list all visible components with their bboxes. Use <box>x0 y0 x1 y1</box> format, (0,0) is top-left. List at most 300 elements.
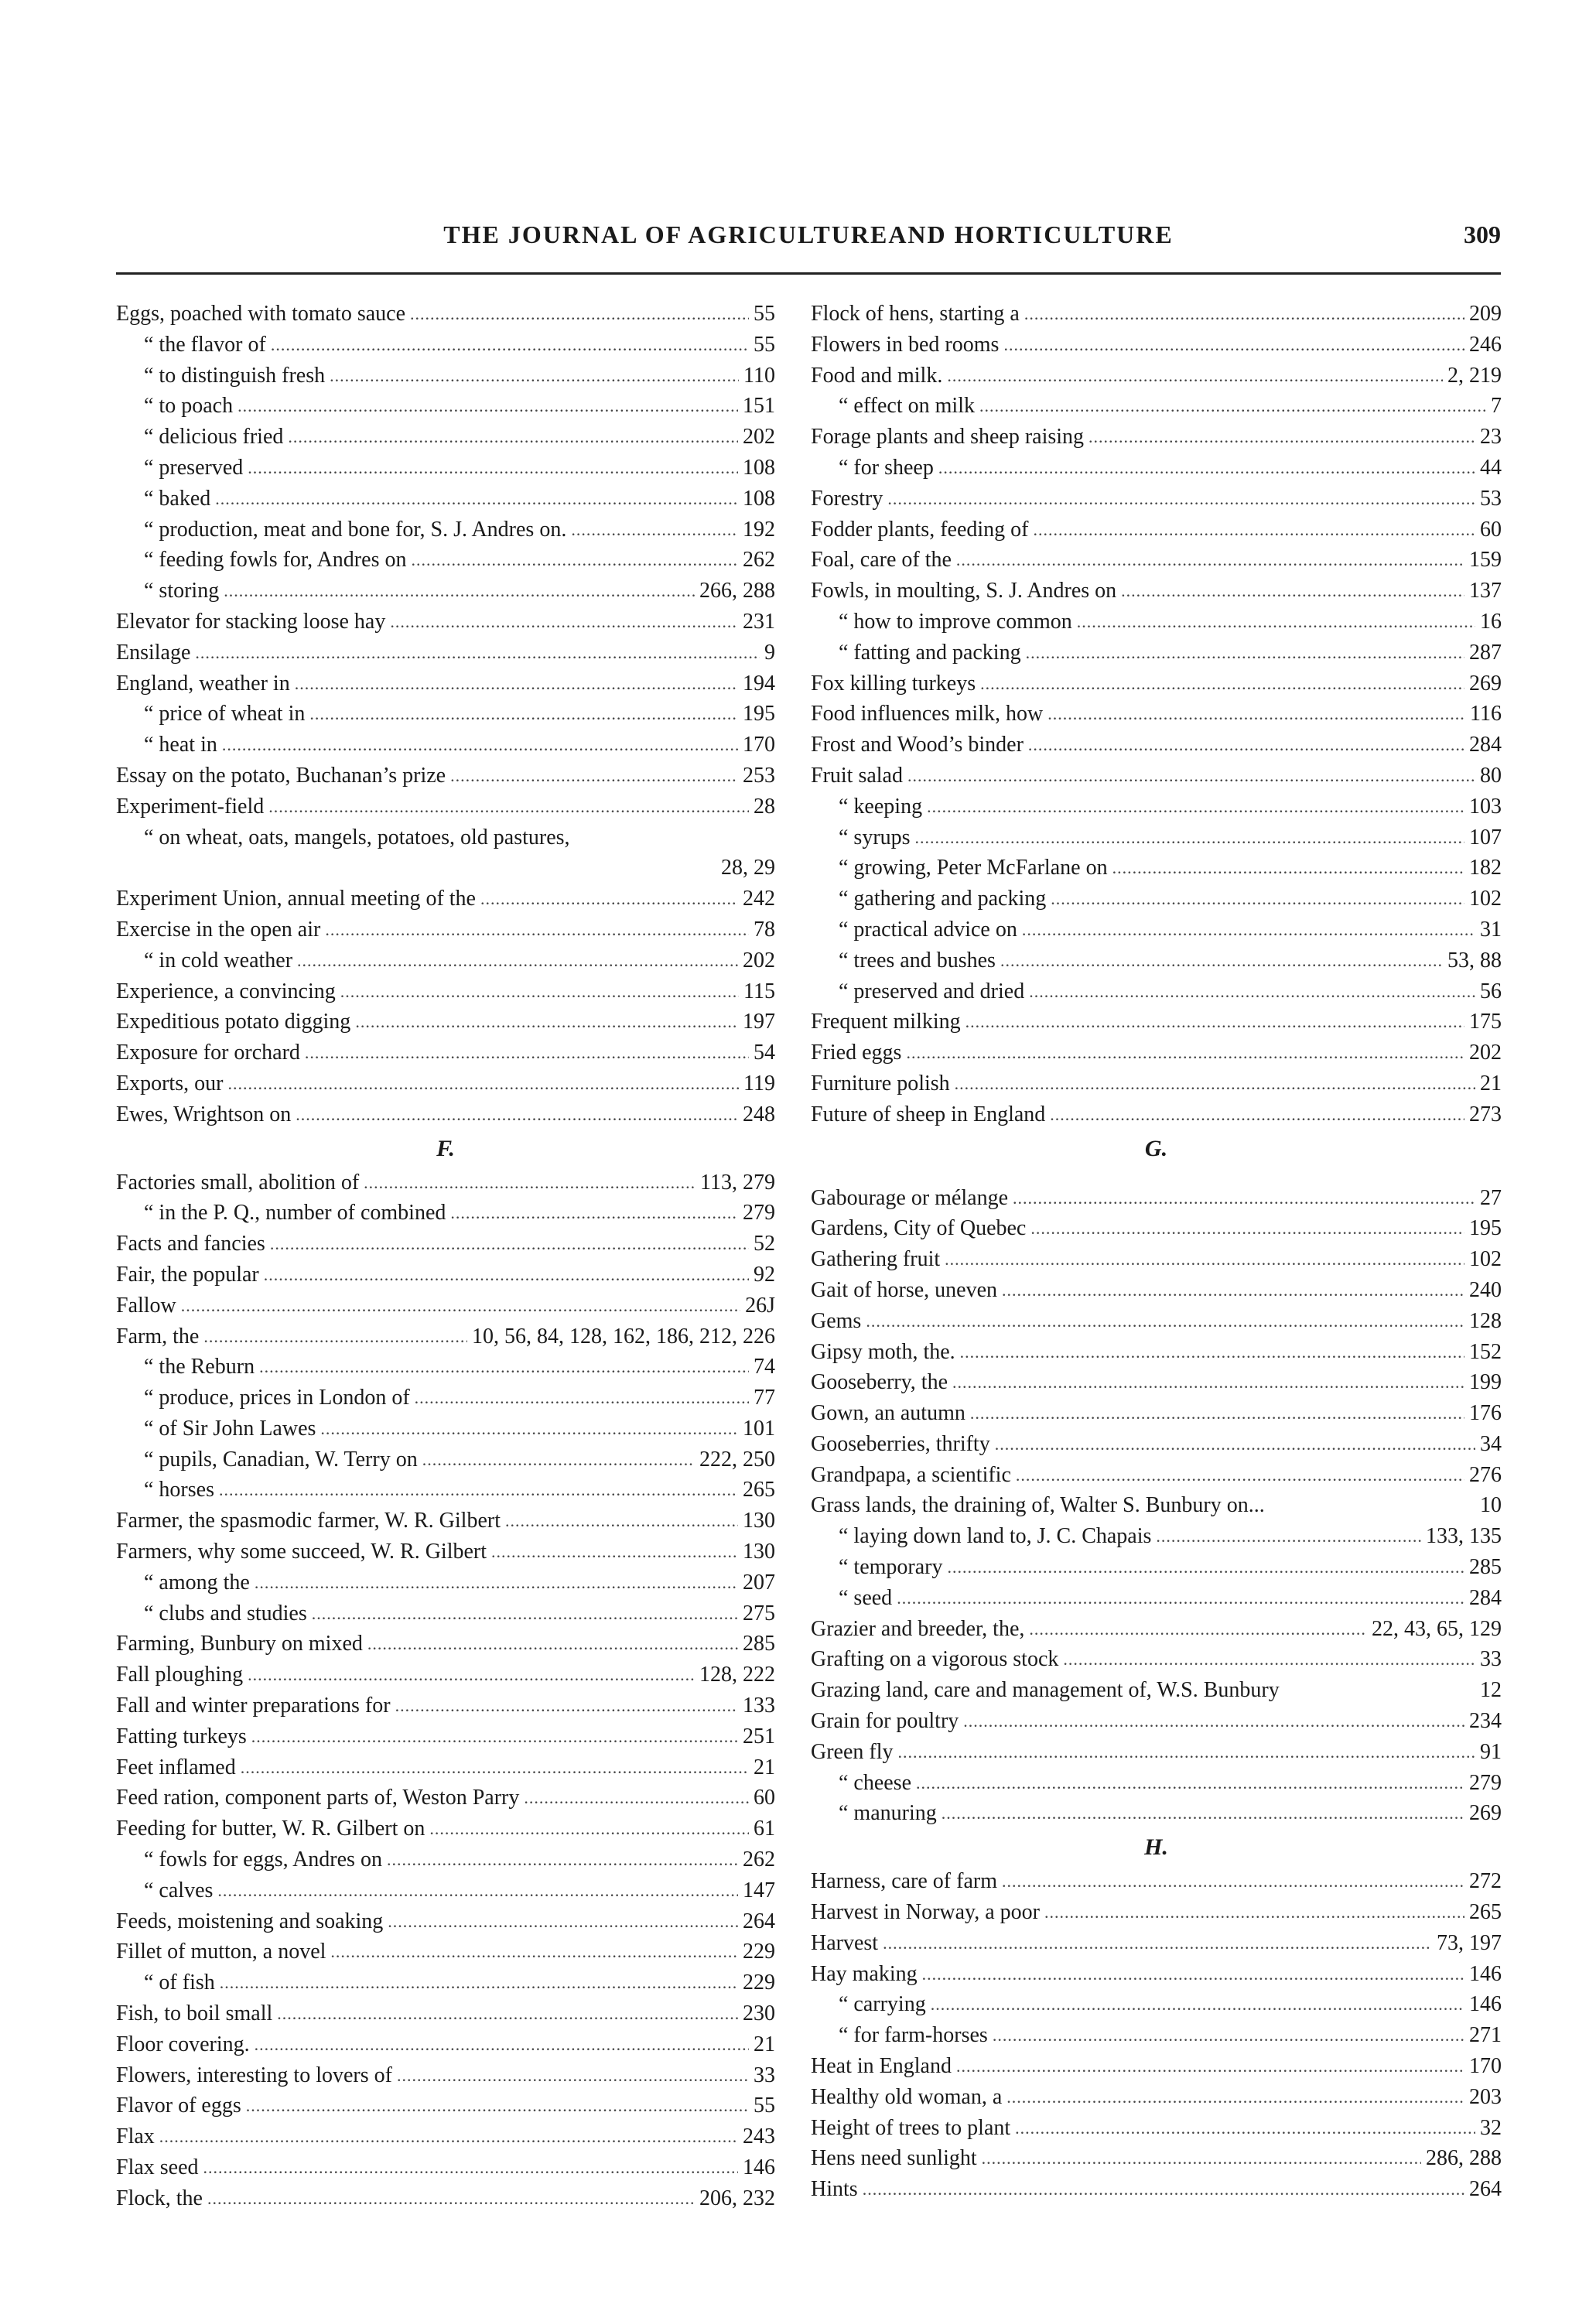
dot-leader <box>1034 514 1476 545</box>
entry-text: Flowers in bed rooms <box>811 332 1000 357</box>
entry-text: Hay making <box>811 1961 918 1986</box>
dot-leader <box>965 1007 1464 1037</box>
entry-text: Gems <box>811 1308 862 1333</box>
entry-text: Hints <box>811 2177 858 2202</box>
entry-text: Harvest <box>811 1930 879 1955</box>
entry-page: 7 <box>1491 394 1502 419</box>
entry-text: Exposure for orchard <box>116 1041 300 1065</box>
dot-leader <box>995 1429 1475 1460</box>
index-entry <box>116 1229 775 1260</box>
index-entry <box>811 1183 1502 1214</box>
entry-page: 73, 197 <box>1437 1930 1502 1955</box>
index-entry <box>116 1721 775 1752</box>
entry-text: Gooseberries, thrifty <box>811 1431 990 1456</box>
dot-leader <box>309 699 738 730</box>
index-entry <box>811 1367 1502 1398</box>
entry-page: 285 <box>743 1632 775 1656</box>
entry-text: “ in the P. Q., number of combined <box>144 1201 446 1225</box>
index-entry <box>811 1460 1502 1491</box>
dot-leader <box>1006 2082 1464 2113</box>
entry-page: 133, 135 <box>1426 1524 1502 1549</box>
entry-page: 251 <box>743 1724 775 1748</box>
entry-text: “ calves <box>144 1878 214 1902</box>
entry-text: Exports, our <box>116 1071 224 1096</box>
dot-leader <box>195 638 760 668</box>
entry-text: Feet inflamed <box>116 1755 236 1779</box>
entry-text: Gipsy moth, the. <box>811 1339 955 1364</box>
index-entry <box>116 1567 775 1598</box>
entry-text: Forage plants and sheep raising <box>811 425 1085 450</box>
entry-page: 26J <box>745 1293 775 1318</box>
entry-page: 77 <box>754 1386 775 1410</box>
entry-page: 10, 56, 84, 128, 162, 186, 212, 226 <box>472 1324 775 1349</box>
dot-leader <box>1047 699 1465 730</box>
dot-leader <box>980 668 1464 699</box>
index-entry <box>116 484 775 514</box>
entry-text: Fowls, in moulting, S. J. Andres on <box>811 579 1117 603</box>
entry-text: Eggs, poached with tomato sauce <box>116 302 406 326</box>
entry-page: 28 <box>754 794 775 819</box>
index-entry <box>811 1644 1502 1675</box>
entry-text: Gathering fruit <box>811 1247 941 1272</box>
index-entry <box>811 2113 1502 2144</box>
entry-text: Gooseberry, the <box>811 1370 948 1395</box>
dot-leader <box>429 1813 749 1844</box>
entry-text: Farm, the <box>116 1324 200 1349</box>
entry-page: 61 <box>754 1817 775 1841</box>
entry-page: 229 <box>743 1940 775 1964</box>
entry-page: 264 <box>743 1909 775 1933</box>
index-entry <box>811 761 1502 791</box>
dot-leader <box>571 514 738 545</box>
entry-text: Fish, to boil small <box>116 2001 273 2026</box>
index-entry <box>811 884 1502 914</box>
index-entry <box>811 422 1502 453</box>
dot-leader <box>325 914 749 945</box>
index-entry <box>811 1989 1502 2020</box>
entry-text: “ for sheep <box>839 455 934 480</box>
entry-text: “ of Sir John Lawes <box>144 1416 316 1441</box>
entry-text: Food influences milk, how <box>811 702 1044 726</box>
entry-page: 253 <box>743 763 775 788</box>
dot-leader <box>222 730 738 761</box>
entry-page: 170 <box>743 733 775 757</box>
dot-leader <box>1044 1897 1464 1928</box>
entry-page: 128, 222 <box>699 1663 775 1687</box>
entry-text: Farming, Bunbury on mixed <box>116 1632 363 1656</box>
dot-leader <box>219 1475 738 1506</box>
index-entry <box>116 607 775 638</box>
index-entry <box>811 1306 1502 1337</box>
dot-leader <box>215 484 738 514</box>
entry-text: Healthy old woman, a <box>811 2084 1003 2109</box>
index-entry <box>811 1213 1502 1244</box>
entry-text: “ for farm-horses <box>839 2023 988 2048</box>
entry-page: 31 <box>1480 917 1502 942</box>
entry-text: “ production, meat and bone for, S. J. Andres on. <box>144 517 567 542</box>
entry-page: 130 <box>743 1509 775 1533</box>
entry-text: Feeding for butter, W. R. Gilbert on <box>116 1817 425 1841</box>
dot-leader <box>297 945 738 976</box>
entry-text: “ how to improve common <box>839 609 1072 634</box>
index-entry <box>811 1798 1502 1829</box>
entry-text: Frequent milking <box>811 1010 961 1034</box>
dot-leader <box>248 1660 695 1690</box>
index-entry <box>811 1429 1502 1460</box>
entry-page: 202 <box>743 948 775 972</box>
entry-text: Feeds, moistening and soaking <box>116 1909 384 1933</box>
entry-text: Fox killing turkeys <box>811 671 976 696</box>
dot-leader <box>1121 576 1464 607</box>
entry-text: “ fowls for eggs, Andres on <box>144 1848 382 1872</box>
dot-leader <box>277 1998 738 2029</box>
dot-leader <box>955 1068 1475 1099</box>
entry-text: “ effect on milk <box>839 394 975 419</box>
index-entry <box>116 1475 775 1506</box>
index-entry <box>116 884 775 914</box>
entry-text: Gown, an autumn <box>811 1401 965 1426</box>
dot-leader <box>945 1244 1464 1275</box>
entry-text: “ trees and bushes <box>839 948 996 972</box>
entry-text: “ to poach <box>144 394 234 419</box>
dot-leader <box>906 1037 1464 1068</box>
dot-leader <box>1063 1644 1475 1675</box>
entry-text: Furniture polish <box>811 1071 950 1096</box>
entry-text: Heat in England <box>811 2054 952 2079</box>
dot-leader <box>1000 945 1443 976</box>
index-entry <box>811 1007 1502 1037</box>
dot-leader <box>395 1690 738 1721</box>
entry-text: “ temporary <box>839 1555 943 1580</box>
dot-leader <box>450 761 738 791</box>
entry-page: 275 <box>743 1601 775 1625</box>
dot-leader <box>367 1629 738 1660</box>
index-entry <box>116 976 775 1007</box>
dot-leader <box>364 1167 695 1198</box>
index-entry <box>811 668 1502 699</box>
index-entry <box>116 1844 775 1875</box>
entry-text: Fall and winter preparations for <box>116 1694 391 1718</box>
dot-leader <box>1024 299 1464 330</box>
index-entry <box>811 1552 1502 1583</box>
dot-leader <box>295 668 738 699</box>
entry-text: Feed ration, component parts of, Weston Parry <box>116 1786 520 1810</box>
entry-page: 80 <box>1480 763 1502 788</box>
entry-page: 279 <box>1469 1770 1502 1795</box>
entry-page: 91 <box>1480 1739 1502 1764</box>
index-entry <box>116 1629 775 1660</box>
index-entry <box>811 1583 1502 1614</box>
index-entry <box>116 2029 775 2060</box>
index-entry <box>811 576 1502 607</box>
entry-text: Green fly <box>811 1739 894 1764</box>
dot-leader <box>1112 853 1464 884</box>
dot-leader <box>330 1936 738 1967</box>
dot-leader <box>251 1721 738 1752</box>
index-entry <box>811 1398 1502 1429</box>
entry-page: 248 <box>743 1102 775 1126</box>
entry-text: “ baked <box>144 486 211 511</box>
entry-page: 273 <box>1469 1102 1502 1126</box>
index-entry <box>811 976 1502 1007</box>
entry-page: 202 <box>1469 1041 1502 1065</box>
index-entry <box>116 361 775 391</box>
index-entry <box>811 1490 1502 1521</box>
entry-page: 195 <box>743 702 775 726</box>
entry-text: Factories small, abolition of <box>116 1170 360 1195</box>
dot-leader <box>387 1844 738 1875</box>
entry-text: Harness, care of farm <box>811 1869 997 1894</box>
index-entry <box>116 1936 775 1967</box>
dot-leader <box>898 1737 1475 1768</box>
dot-leader <box>1077 607 1475 638</box>
index-entry <box>811 2051 1502 2082</box>
index-entry <box>811 822 1502 853</box>
entry-page: 60 <box>754 1786 775 1810</box>
entry-page: 262 <box>743 548 775 573</box>
index-entry <box>811 1706 1502 1737</box>
entry-page: 54 <box>754 1041 775 1065</box>
entry-page: 92 <box>754 1262 775 1287</box>
dot-leader <box>956 2051 1464 2082</box>
entry-page: 170 <box>1469 2054 1502 2079</box>
index-entry <box>116 1752 775 1783</box>
dot-leader <box>181 1290 740 1321</box>
entry-page: 146 <box>1469 1992 1502 2017</box>
entry-page: 207 <box>743 1570 775 1595</box>
index-entry <box>811 699 1502 730</box>
entry-page: 269 <box>1469 1801 1502 1826</box>
spacer <box>811 1167 1502 1183</box>
entry-page: 2, 219 <box>1447 363 1502 388</box>
index-entry <box>811 2174 1502 2205</box>
entry-page: 10 <box>1480 1493 1502 1518</box>
entry-page: 102 <box>1469 1247 1502 1272</box>
index-entry <box>811 1614 1502 1645</box>
index-entry <box>116 545 775 576</box>
index-entry <box>116 1690 775 1721</box>
index-entry <box>116 1598 775 1629</box>
entry-page: 234 <box>1469 1709 1502 1734</box>
entry-text: Grain for poultry <box>811 1709 959 1734</box>
entry-text: “ gathering and packing <box>839 887 1047 911</box>
entry-text: “ the flavor of <box>144 332 266 357</box>
index-entry <box>116 1321 775 1352</box>
index-entry <box>116 2090 775 2121</box>
section-heading: F. <box>436 1135 455 1161</box>
dot-leader <box>227 1068 739 1099</box>
entry-text: “ the Reburn <box>144 1355 255 1379</box>
entry-text: “ manuring <box>839 1801 937 1826</box>
entry-page: 56 <box>1480 979 1502 1003</box>
index-entry <box>811 1037 1502 1068</box>
index-entry <box>811 1959 1502 1990</box>
index-entry <box>811 607 1502 638</box>
entry-text: Expeditious potato digging <box>116 1010 351 1034</box>
entry-page: 264 <box>1469 2177 1502 2202</box>
entry-page: 192 <box>743 517 775 542</box>
index-entry <box>811 1768 1502 1799</box>
entry-page: 74 <box>754 1355 775 1379</box>
entry-page: 130 <box>743 1540 775 1564</box>
dot-leader <box>866 1306 1464 1337</box>
entry-text: England, weather in <box>116 671 290 696</box>
entry-page: 53 <box>1480 486 1502 511</box>
index-entry <box>116 1352 775 1383</box>
dot-leader <box>255 1567 738 1598</box>
dot-leader <box>1026 638 1464 668</box>
index-entry <box>116 791 775 822</box>
dot-leader <box>271 330 749 361</box>
index-column-right <box>811 299 1502 2205</box>
dot-leader <box>524 1783 749 1813</box>
entry-page: 108 <box>743 455 775 480</box>
index-entry <box>116 1537 775 1567</box>
index-entry <box>116 1660 775 1690</box>
entry-page: 28, 29 <box>721 856 775 880</box>
dot-leader <box>220 1967 738 1998</box>
entry-page: 22, 43, 65, 129 <box>1372 1616 1502 1641</box>
entry-text: “ heat in <box>144 733 217 757</box>
entry-text: “ carrying <box>839 1992 926 2017</box>
index-entry <box>116 638 775 668</box>
index-entry <box>811 730 1502 761</box>
index-entry <box>811 1897 1502 1928</box>
entry-page: 115 <box>743 979 775 1003</box>
entry-text: Experiment Union, annual meeting of the <box>116 887 476 911</box>
entry-page: 175 <box>1469 1010 1502 1034</box>
entry-text: Ensilage <box>116 640 191 665</box>
entry-page: 265 <box>743 1478 775 1502</box>
dot-leader <box>305 1037 749 1068</box>
entry-text: “ storing <box>144 579 220 603</box>
entry-text: Experiment-field <box>116 794 265 819</box>
dot-leader <box>411 545 738 576</box>
entry-page: 21 <box>754 2032 775 2056</box>
dot-leader <box>312 1598 738 1629</box>
dot-leader <box>248 453 738 484</box>
entry-page: 108 <box>743 486 775 511</box>
index-entry <box>811 299 1502 330</box>
dot-leader <box>982 2143 1421 2174</box>
entry-text: Experience, a convincing <box>116 979 336 1003</box>
entry-page: 146 <box>743 2155 775 2180</box>
entry-page: 287 <box>1469 640 1502 665</box>
dot-leader <box>422 1444 695 1475</box>
entry-page: 107 <box>1469 825 1502 849</box>
entry-text: Ewes, Wrightson on <box>116 1102 292 1126</box>
dot-leader <box>970 1398 1464 1429</box>
entry-page: 16 <box>1480 609 1502 634</box>
entry-text: Gabourage or mélange <box>811 1185 1008 1210</box>
index-entry <box>116 2060 775 2091</box>
dot-leader <box>963 1706 1464 1737</box>
dot-leader <box>947 361 1443 391</box>
entry-text: “ preserved <box>144 455 244 480</box>
dot-leader <box>863 2174 1464 2205</box>
index-entry <box>811 1068 1502 1099</box>
dot-leader <box>887 484 1475 514</box>
index-entry <box>116 1444 775 1475</box>
entry-page: 194 <box>743 671 775 696</box>
dot-leader <box>993 2020 1464 2051</box>
index-entry <box>116 699 775 730</box>
dot-leader <box>883 1928 1432 1959</box>
entry-text: Height of trees to plant <box>811 2115 1011 2140</box>
index-entry <box>116 1198 775 1229</box>
dot-leader <box>355 1007 738 1037</box>
entry-text: “ fatting and packing <box>839 640 1021 665</box>
entry-text: “ syrups <box>839 825 911 849</box>
entry-page: 222, 250 <box>699 1447 775 1472</box>
entry-page: 55 <box>754 302 775 326</box>
entry-text: Foal, care of the <box>811 548 952 573</box>
index-entry <box>116 668 775 699</box>
dot-leader <box>948 1552 1465 1583</box>
dot-leader <box>1002 1866 1464 1897</box>
entry-text: Fillet of mutton, a novel <box>116 1940 326 1964</box>
entry-page: 55 <box>754 332 775 357</box>
entry-text: “ preserved and dried <box>839 979 1025 1003</box>
index-entry <box>811 1244 1502 1275</box>
entry-page: 199 <box>1469 1370 1502 1395</box>
entry-text: “ seed <box>839 1585 893 1610</box>
dot-leader <box>1013 1183 1475 1214</box>
dot-leader <box>203 2152 738 2183</box>
dot-leader <box>916 1768 1464 1799</box>
index-entry <box>116 853 775 884</box>
dot-leader <box>505 1506 738 1537</box>
index-entry <box>811 638 1502 668</box>
dot-leader <box>288 422 738 453</box>
dot-leader <box>927 791 1464 822</box>
entry-page: 269 <box>1469 671 1502 696</box>
entry-text: “ in cold weather <box>144 948 293 972</box>
entry-text: “ horses <box>144 1478 214 1502</box>
entry-page: 27 <box>1480 1185 1502 1210</box>
entry-page: 116 <box>1470 702 1502 726</box>
entry-page: 33 <box>1480 1647 1502 1672</box>
entry-page: 202 <box>743 425 775 450</box>
entry-text: Essay on the potato, Buchanan’s prize <box>116 763 446 788</box>
entry-text: “ produce, prices in London of <box>144 1386 410 1410</box>
index-entry <box>116 1783 775 1813</box>
entry-text: Fallow <box>116 1293 176 1318</box>
entry-page: 240 <box>1469 1277 1502 1302</box>
entry-text: Flax <box>116 2124 155 2149</box>
entry-text: Grazier and breeder, the, <box>811 1616 1025 1641</box>
index-entry <box>116 1813 775 1844</box>
index-entry <box>116 422 775 453</box>
entry-text: Farmer, the spasmodic farmer, W. R. Gilbert <box>116 1509 501 1533</box>
entry-page: 195 <box>1469 1216 1502 1241</box>
entry-page: 53, 88 <box>1447 948 1502 972</box>
dot-leader <box>897 1583 1464 1614</box>
entry-text: Frost and Wood’s binder <box>811 733 1024 757</box>
entry-page: 209 <box>1469 302 1502 326</box>
entry-page: 137 <box>1469 579 1502 603</box>
index-entry <box>811 1866 1502 1897</box>
header-rule <box>116 272 1501 275</box>
entry-page: 133 <box>743 1694 775 1718</box>
entry-page: 159 <box>1469 548 1502 573</box>
index-entry <box>811 361 1502 391</box>
entry-page: 229 <box>743 1971 775 1995</box>
entry-page: 128 <box>1469 1308 1502 1333</box>
entry-text: “ growing, Peter McFarlane on <box>839 856 1108 880</box>
index-entry <box>811 330 1502 361</box>
entry-page: 44 <box>1480 455 1502 480</box>
